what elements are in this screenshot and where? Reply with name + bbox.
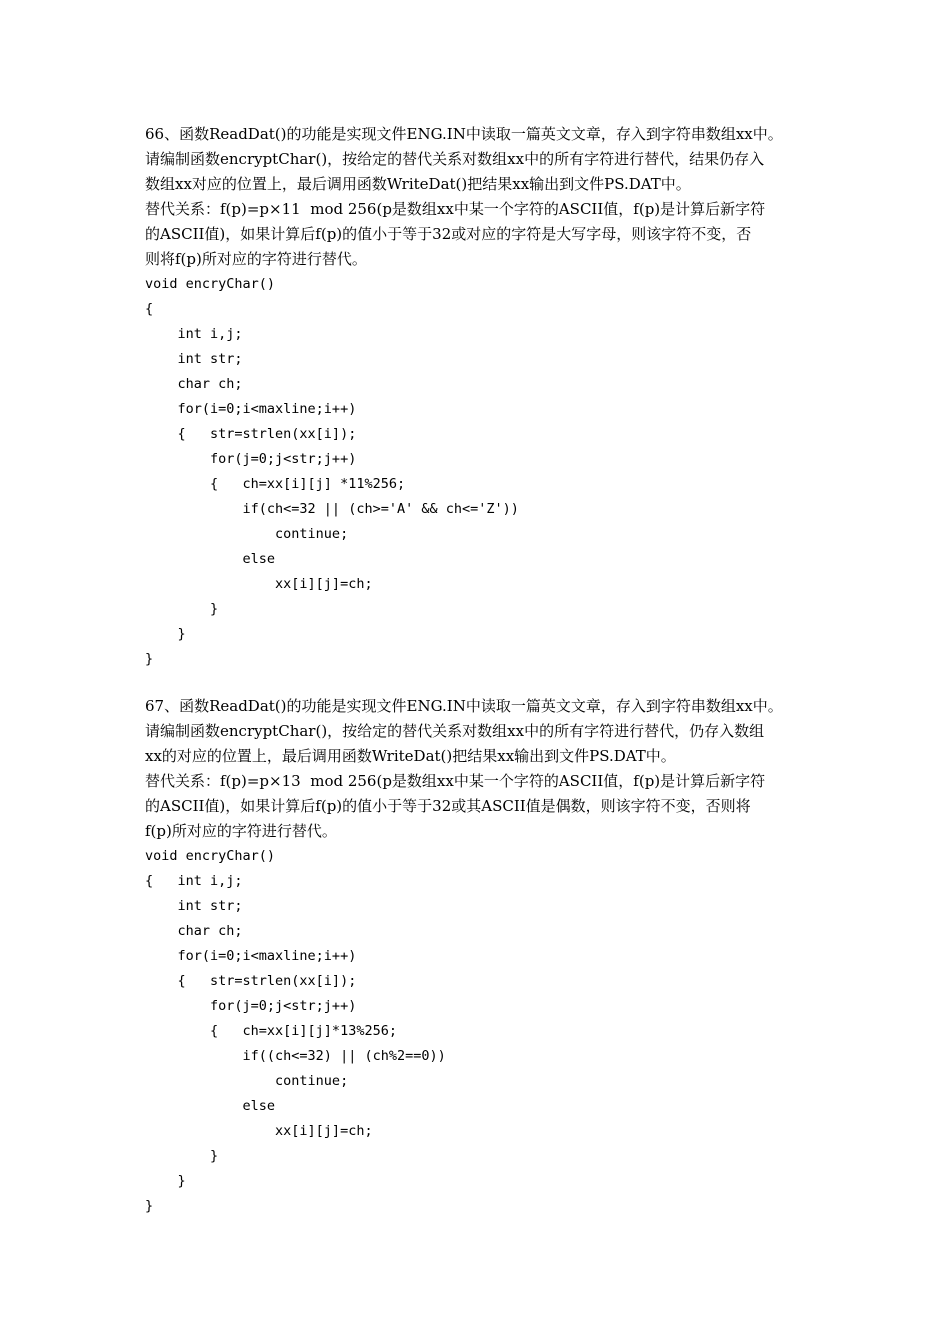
code-line: int str;: [145, 351, 243, 367]
description-line: 的ASCII值)，如果计算后f(p)的值小于等于32或其ASCII值是偶数，则该字符不变，否则将: [145, 797, 751, 815]
description-line: 67、函数ReadDat()的功能是实现文件ENG.IN中读取一篇英文文章，存入到字符串数组xx中。: [145, 697, 783, 715]
code-line: if((ch<=32) || (ch%2==0)): [145, 1048, 446, 1064]
description-line: 替代关系：f(p)=p×13 mod 256(p是数组xx中某一个字符的ASCII值，f(p)是计算后新字符: [145, 772, 766, 790]
description-line: 请编制函数encryptChar()，按给定的替代关系对数组xx中的所有字符进行替代，仍存入数组: [145, 722, 765, 740]
problem-66: [145, 122, 817, 672]
code-line: if(ch<=32 || (ch>='A' && ch<='Z')): [145, 501, 519, 517]
code-line: { str=strlen(xx[i]);: [145, 973, 357, 989]
problem-67-code: [145, 844, 817, 1219]
code-line: xx[i][j]=ch;: [145, 576, 373, 592]
code-line: else: [145, 1098, 276, 1114]
code-line: int str;: [145, 898, 243, 914]
code-line: }: [145, 651, 154, 667]
code-line: continue;: [145, 526, 349, 542]
document-page: [145, 122, 817, 1219]
description-line: 的ASCII值)，如果计算后f(p)的值小于等于32或对应的字符是大写字母，则该字符不变，否: [145, 225, 752, 243]
code-line: for(i=0;i<maxline;i++): [145, 401, 357, 417]
code-line: char ch;: [145, 376, 243, 392]
code-line: { ch=xx[i][j] *11%256;: [145, 476, 406, 492]
code-line: continue;: [145, 1073, 349, 1089]
code-line: }: [145, 601, 219, 617]
code-line: {: [145, 301, 154, 317]
problem-67-description: [145, 694, 817, 844]
code-line: }: [145, 1198, 154, 1214]
problem-66-code: [145, 272, 817, 672]
code-line: char ch;: [145, 923, 243, 939]
code-line: }: [145, 626, 186, 642]
code-line: for(j=0;j<str;j++): [145, 451, 357, 467]
code-line: for(i=0;i<maxline;i++): [145, 948, 357, 964]
description-line: 替代关系：f(p)=p×11 mod 256(p是数组xx中某一个字符的ASCII值，f(p)是计算后新字符: [145, 200, 766, 218]
code-line: xx[i][j]=ch;: [145, 1123, 373, 1139]
code-line: else: [145, 551, 276, 567]
code-line: for(j=0;j<str;j++): [145, 998, 357, 1014]
code-line: void encryChar(): [145, 848, 276, 864]
code-line: { int i,j;: [145, 873, 243, 889]
code-line: void encryChar(): [145, 276, 276, 292]
description-line: 请编制函数encryptChar()，按给定的替代关系对数组xx中的所有字符进行替代，结果仍存入: [145, 150, 765, 168]
description-line: xx的对应的位置上，最后调用函数WriteDat()把结果xx输出到文件PS.DAT中。: [145, 747, 676, 765]
code-line: int i,j;: [145, 326, 243, 342]
description-line: f(p)所对应的字符进行替代。: [145, 822, 337, 840]
code-line: { ch=xx[i][j]*13%256;: [145, 1023, 397, 1039]
problem-66-description: [145, 122, 817, 272]
code-line: }: [145, 1148, 219, 1164]
code-line: }: [145, 1173, 186, 1189]
description-line: 则将f(p)所对应的字符进行替代。: [145, 250, 367, 268]
code-line: { str=strlen(xx[i]);: [145, 426, 357, 442]
description-line: 数组xx对应的位置上，最后调用函数WriteDat()把结果xx输出到文件PS.DAT中。: [145, 175, 691, 193]
description-line: 66、函数ReadDat()的功能是实现文件ENG.IN中读取一篇英文文章，存入到字符串数组xx中。: [145, 125, 783, 143]
problem-67: [145, 694, 817, 1219]
section-gap: [145, 672, 817, 694]
